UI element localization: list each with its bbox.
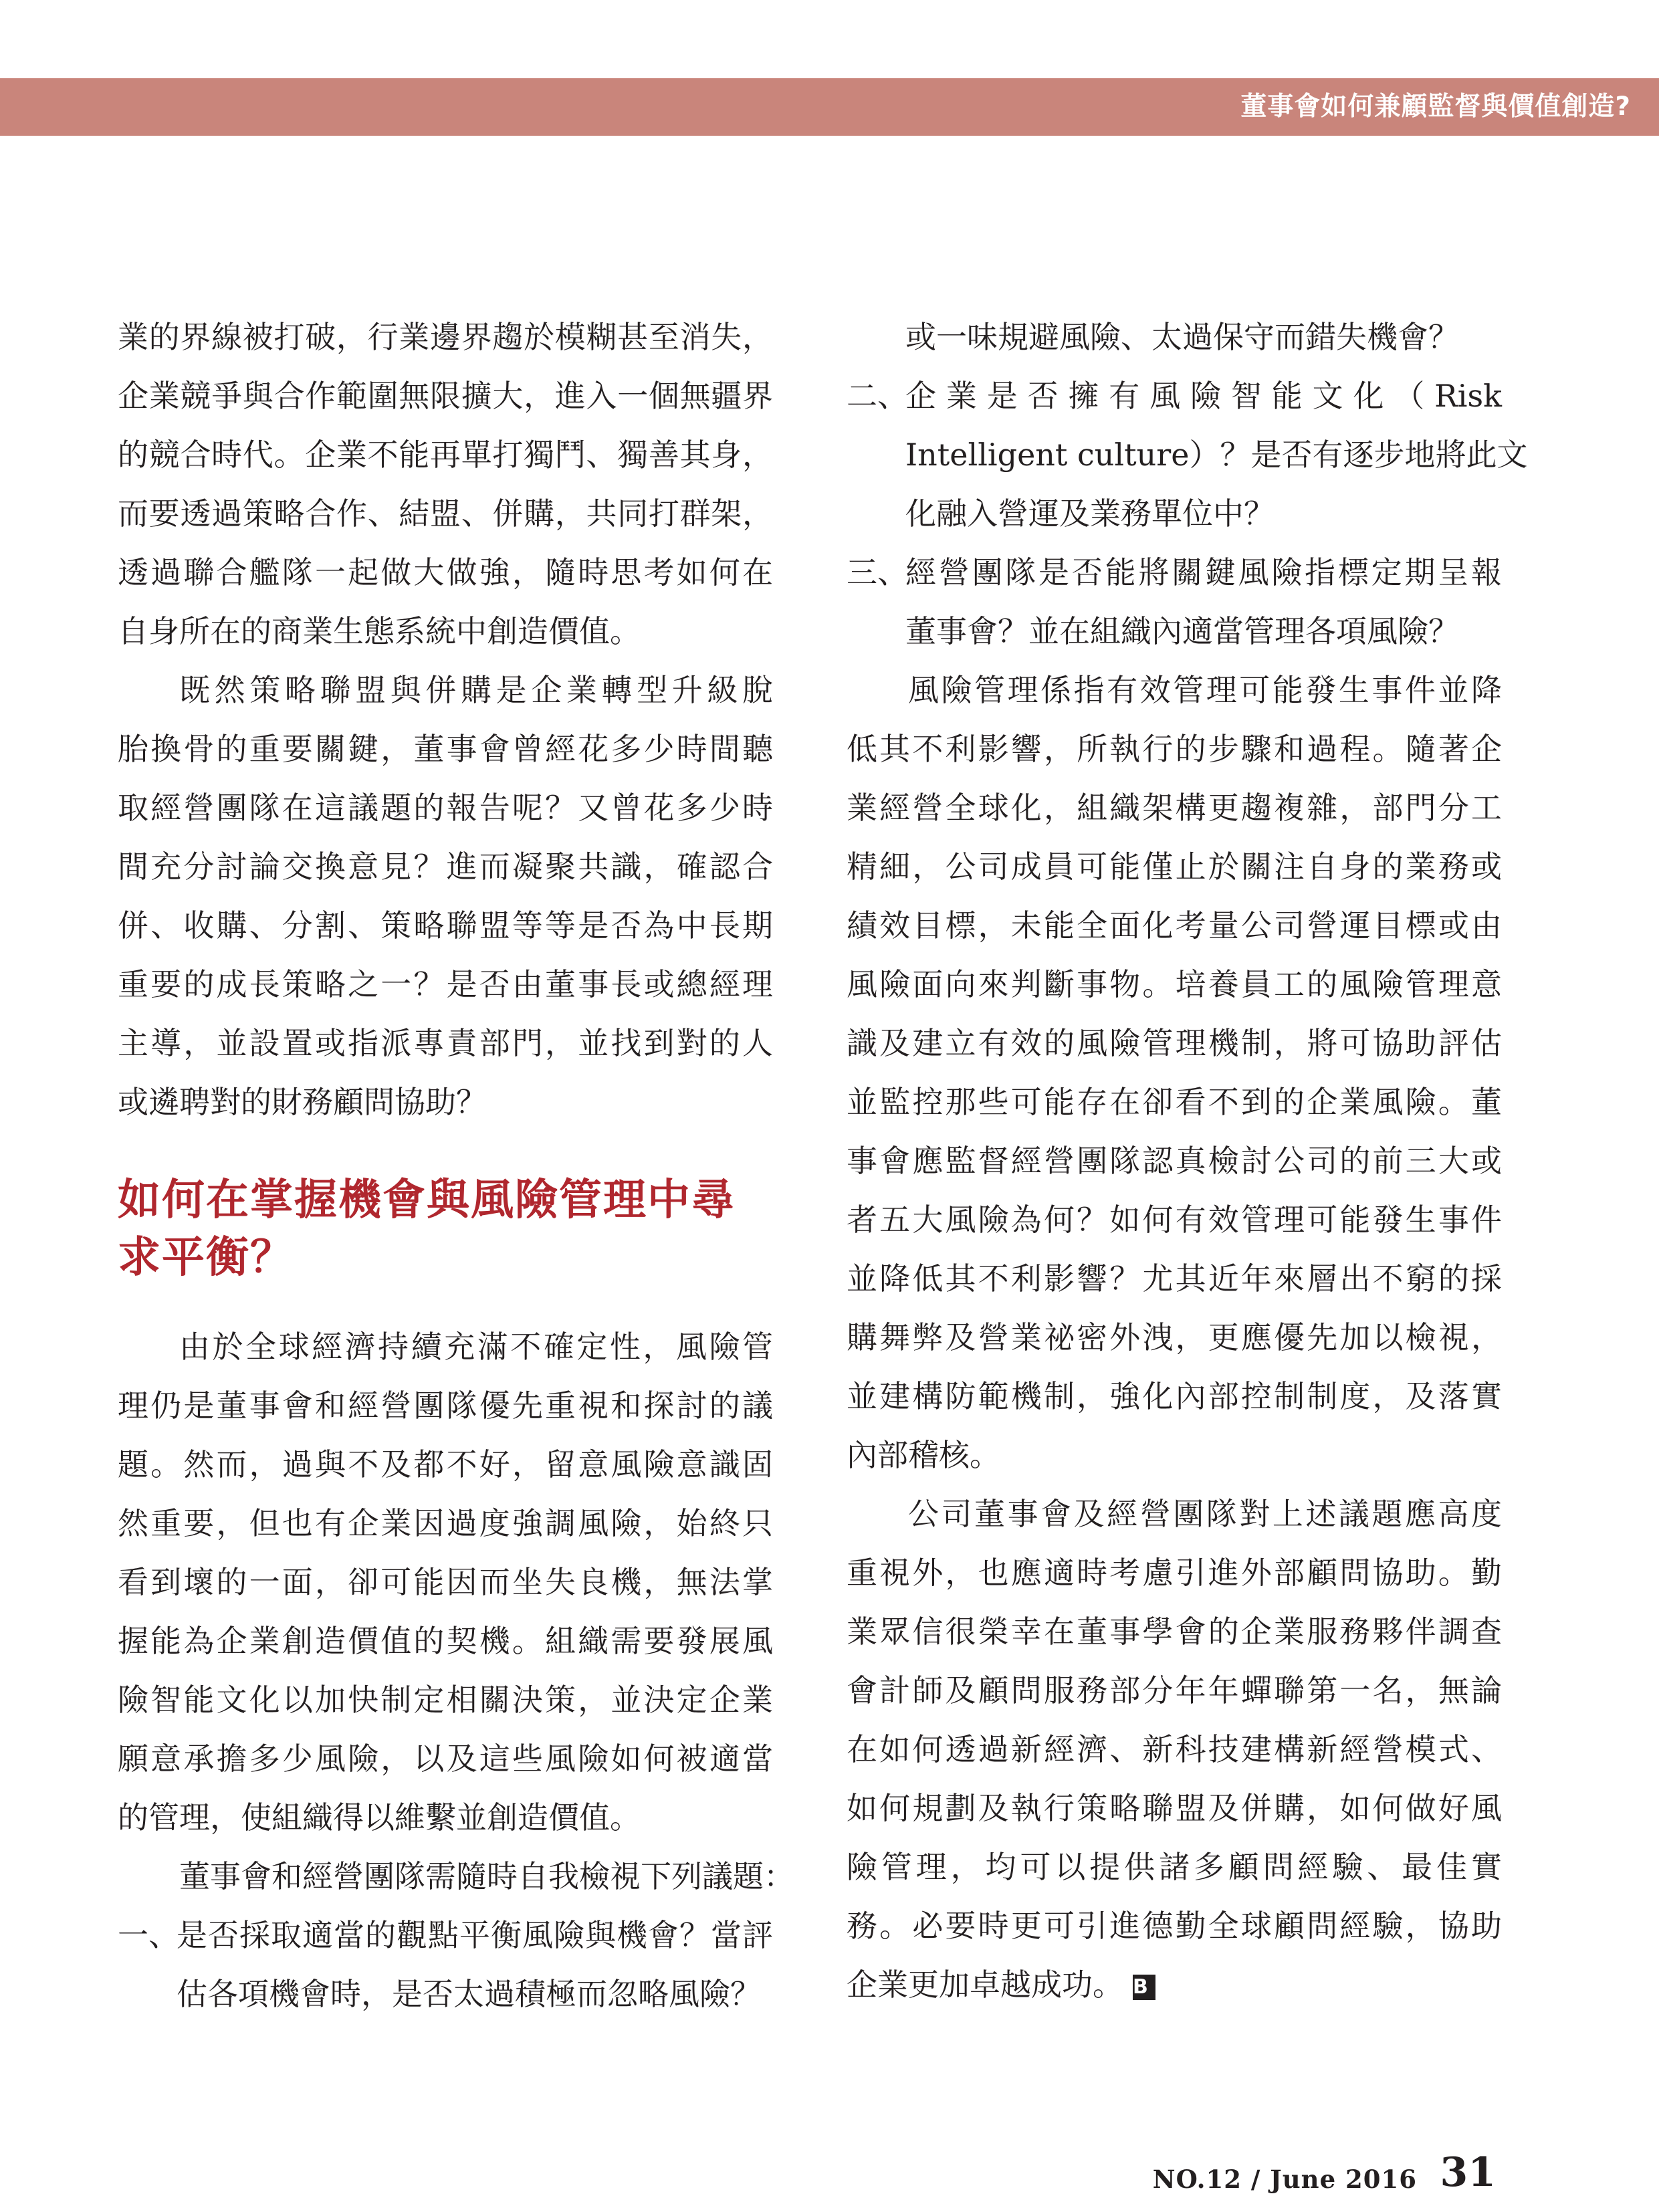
list-item-3 [847,543,1502,661]
end-of-article-mark: B [1133,1975,1155,2000]
list-text: 經營團隊是否能將關鍵風險指標定期呈報 [905,554,1502,590]
text-line: 胎換骨的重要關鍵，董事會曾經花多少時間聽 [118,731,773,767]
text-line: 業眾信很榮幸在董事學會的企業服務夥伴調查 [847,1614,1502,1650]
list-text: 企業是否擁有風險智能文化（Risk [905,378,1502,414]
text-line: 並降低其不利影響？尤其近年來層出不窮的採 [847,1260,1502,1297]
text-line: 並建構防範機制，強化內部控制制度，及落實 [847,1378,1502,1414]
text-line: 董事會和經營團隊需隨時自我檢視下列議題： [179,1858,794,1894]
heading-line: 求平衡？ [118,1232,294,1283]
text-line: 如何規劃及執行策略聯盟及併購，如何做好風 [847,1790,1502,1826]
text-line: 者五大風險為何？如何有效管理可能發生事件 [847,1202,1502,1238]
list-text: Intelligent culture）？是否有逐步地將此文 [905,437,1528,473]
list-number: 三、 [847,554,908,590]
paragraph-uncertainty [118,1376,773,1847]
text-line: 間充分討論交換意見？進而凝聚共識，確認合 [118,849,773,885]
text-line: 自身所在的商業生態系統中創造價值。 [118,613,641,649]
header-band [0,78,1659,136]
text-line: 風險面向來判斷事物。培養員工的風險管理意 [847,966,1502,1002]
text-line: 的管理，使組織得以維繫並創造價值。 [118,1799,641,1836]
list-text: 化融入營運及業務單位中？ [905,495,1275,532]
text-line: 並監控那些可能存在卻看不到的企業風險。董 [847,1084,1502,1120]
paragraph-industry-boundaries [118,308,773,661]
paragraph-external-advisors-first [847,1484,1502,1543]
text-line: 理仍是董事會和經營團隊優先重視和探討的議 [118,1388,773,1424]
text-line: 務。必要時更可引進德勤全球顧問經驗，協助 [847,1908,1502,1944]
paragraph-risk-management [847,720,1502,1484]
text-line: 主導，並設置或指派專責部門，並找到對的人 [118,1025,773,1061]
text-line: 企業競爭與合作範圍無限擴大，進入一個無疆界 [118,378,773,414]
text-line: 險管理，均可以提供諸多顧問經驗、最佳實 [847,1849,1502,1885]
section-heading [118,1172,773,1287]
list-item-1-continued [847,308,1502,366]
text-line: 題。然而，過與不及都不好，留意風險意識固 [118,1446,773,1482]
text-line: 併、收購、分割、策略聯盟等等是否為中長期 [118,907,773,944]
text-line: 握能為企業創造價值的契機。組織需要發展風 [118,1623,773,1659]
text-line: 業經營全球化，組織架構更趨複雜，部門分工 [847,790,1502,826]
text-line: 重視外，也應適時考慮引進外部顧問協助。勤 [847,1555,1502,1591]
text-line: 精細，公司成員可能僅止於關注自身的業務或 [847,849,1502,885]
text-line: 險智能文化以加快制定相關決策，並決定企業 [118,1682,773,1718]
text-line: 重要的成長策略之一？是否由董事長或總經理 [118,966,773,1002]
paragraph-self-review [118,1847,794,1906]
heading-line: 如何在掌握機會與風險管理中尋 [118,1175,736,1225]
paragraph-uncertainty-first [118,1317,773,1376]
paragraph-external-advisors [847,1543,1502,2014]
list-item-2 [847,366,1528,543]
closing-text: 企業更加卓越成功。 [847,1967,1123,2003]
paragraph-risk-management-first [847,661,1502,720]
running-header-title: 董事會如何兼顧監督與價值創造? [1240,92,1631,122]
text-line: 由於全球經濟持續充滿不確定性，風險管 [179,1329,773,1365]
paragraph-strategic-alliance [118,661,773,720]
text-line: 風險管理係指有效管理可能發生事件並降 [908,672,1502,708]
text-line: 低其不利影響，所執行的步驟和過程。隨著企 [847,731,1502,767]
text-line: 績效目標，未能全面化考量公司營運目標或由 [847,907,1502,944]
list-item-1 [118,1906,773,2023]
text-line: 透過聯合艦隊一起做大做強，隨時思考如何在 [118,554,773,590]
left-column [118,308,794,2023]
text-line [847,1955,1502,2014]
list-number: 一、 [118,1917,179,1953]
list-number: 二、 [847,378,908,414]
list-text: 或一味規避風險、太過保守而錯失機會？ [905,319,1459,355]
text-line: 公司董事會及經營團隊對上述議題應高度 [908,1496,1502,1532]
text-line: 而要透過策略合作、結盟、併購，共同打群架， [118,495,773,532]
text-line: 會計師及顧問服務部分年年蟬聯第一名，無論 [847,1672,1502,1708]
page-number: 31 [1440,2149,1496,2196]
text-line: 看到壞的一面，卻可能因而坐失良機，無法掌 [118,1564,773,1600]
list-text: 董事會？並在組織內適當管理各項風險？ [905,613,1459,649]
text-line: 內部稽核。 [847,1437,1000,1473]
text-line: 願意承擔多少風險，以及這些風險如何被適當 [118,1741,773,1777]
right-column [847,308,1528,2014]
text-line: 或遴聘對的財務顧問協助？ [118,1084,487,1120]
text-line: 購舞弊及營業祕密外洩，更應優先加以檢視， [847,1319,1502,1355]
list-text: 估各項機會時，是否太過積極而忽略風險？ [177,1976,761,2012]
text-line: 事會應監督經營團隊認真檢討公司的前三大或 [847,1143,1502,1179]
text-line: 然重要，但也有企業因過度強調風險，始終只 [118,1505,773,1541]
text-line: 識及建立有效的風險管理機制，將可協助評估 [847,1025,1502,1061]
text-line: 在如何透過新經濟、新科技建構新經營模式、 [847,1731,1502,1767]
text-line: 的競合時代。企業不能再單打獨鬥、獨善其身， [118,437,773,473]
text-line: 取經營團隊在這議題的報告呢？又曾花多少時 [118,790,773,826]
paragraph-strategic-alliance-body [118,720,773,1131]
text-line: 既然策略聯盟與併購是企業轉型升級脫 [179,672,773,708]
list-text: 是否採取適當的觀點平衡風險與機會？當評 [177,1917,773,1953]
text-line: 業的界線被打破，行業邊界趨於模糊甚至消失， [118,319,773,355]
issue-label: NO.12 / June 2016 [1152,2165,1417,2194]
